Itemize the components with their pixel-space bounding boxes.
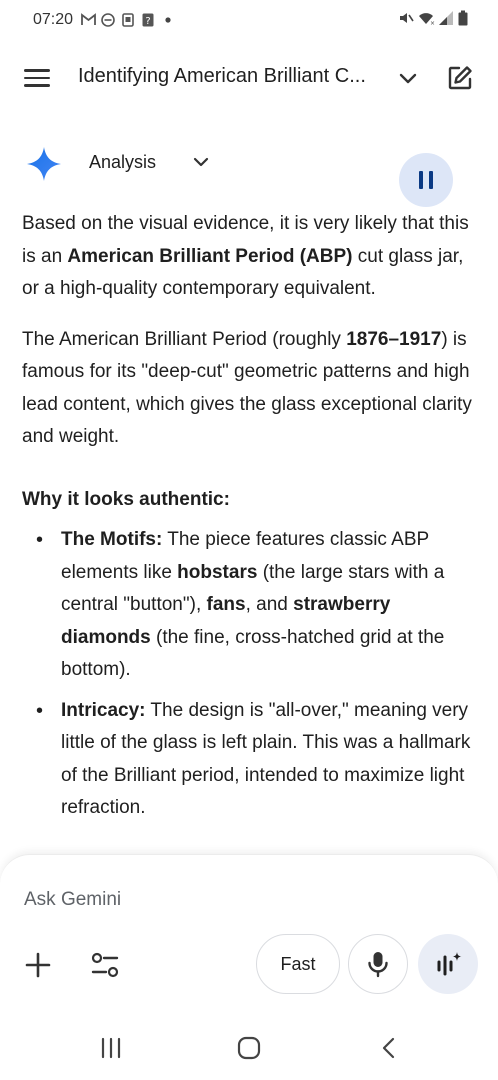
section-heading: Why it looks authentic:: [22, 488, 230, 510]
plus-icon[interactable]: [24, 951, 52, 979]
bold-text: strawberry diamonds: [61, 594, 391, 648]
text: cut glass jar, or a high-quality contemporary equivalent.: [22, 245, 464, 299]
status-left: [33, 11, 175, 29]
svg-text:?: ?: [145, 16, 151, 27]
tools-icon[interactable]: [90, 951, 120, 979]
navigation-bar: [0, 1024, 498, 1080]
bullet-item-intricacy: [22, 695, 482, 825]
response-paragraph-2: [22, 324, 482, 454]
minus-circle-icon: [101, 13, 115, 27]
text: The American Brilliant Period (roughly: [22, 328, 347, 350]
bold-text: 1876–1917: [346, 328, 442, 350]
pause-button[interactable]: [399, 153, 453, 207]
status-right: [398, 10, 468, 31]
app-notification-icon: [121, 13, 135, 27]
chat-title[interactable]: Identifying American Brilliant C...: [78, 65, 366, 87]
wifi-icon: [418, 10, 434, 31]
bold-text: hobstars: [177, 561, 258, 583]
model-label[interactable]: Analysis: [89, 152, 157, 172]
ask-gemini-input[interactable]: [24, 885, 464, 915]
back-icon[interactable]: [378, 1036, 400, 1060]
bold-text: American Brilliant Period (ABP): [67, 245, 353, 267]
svg-text:×: ×: [430, 19, 436, 27]
text: Based on the visual evidence, it is very likely that this is an: [22, 213, 469, 267]
mic-icon: [366, 950, 390, 978]
text: , and: [245, 594, 294, 615]
mic-button[interactable]: [348, 934, 408, 994]
bullet-item-motifs: [22, 524, 482, 687]
app-notification-icon-2: [141, 13, 155, 27]
text: ) is famous for its "deep-cut" geometric patterns and high lead content, which gives the glass exceptional clarity and weight.: [22, 328, 472, 447]
pause-icon: [419, 171, 423, 189]
fast-mode-button[interactable]: Fast: [256, 934, 340, 994]
gemini-sparkle-icon: [26, 146, 62, 182]
chevron-down-icon[interactable]: [396, 66, 420, 90]
status-bar: [0, 0, 498, 40]
recents-icon[interactable]: [99, 1036, 123, 1060]
bold-text: Intricacy:: [61, 699, 146, 721]
response-paragraph-1: [22, 208, 482, 306]
live-button[interactable]: [418, 934, 478, 994]
menu-icon[interactable]: [24, 64, 52, 92]
response-content: [22, 208, 482, 833]
bullet-list: [22, 524, 482, 825]
app-header: [0, 56, 498, 100]
text: The piece features classic ABP elements like: [61, 529, 429, 583]
model-chevron-icon[interactable]: [190, 151, 212, 173]
bold-text: fans: [206, 594, 246, 615]
battery-icon: [458, 10, 468, 31]
status-time: 07:20: [33, 11, 74, 28]
input-sheet: [0, 854, 498, 1024]
text: (the large stars with a central "button"),: [61, 561, 445, 615]
gmail-icon: [81, 13, 95, 27]
edit-icon[interactable]: [446, 64, 474, 92]
text: (the fine, cross-hatched grid at the bottom).: [61, 626, 445, 680]
mute-icon: [398, 10, 414, 31]
home-icon[interactable]: [237, 1036, 261, 1060]
dot-icon: [161, 13, 175, 27]
text: The design is "all-over," meaning very little of the glass is left plain. This was a hallmark of the Brilliant period, intended to maximize light refraction.: [61, 699, 471, 818]
live-waveform-icon: [434, 950, 462, 978]
signal-icon: [438, 10, 454, 31]
bold-text: The Motifs:: [61, 529, 163, 550]
